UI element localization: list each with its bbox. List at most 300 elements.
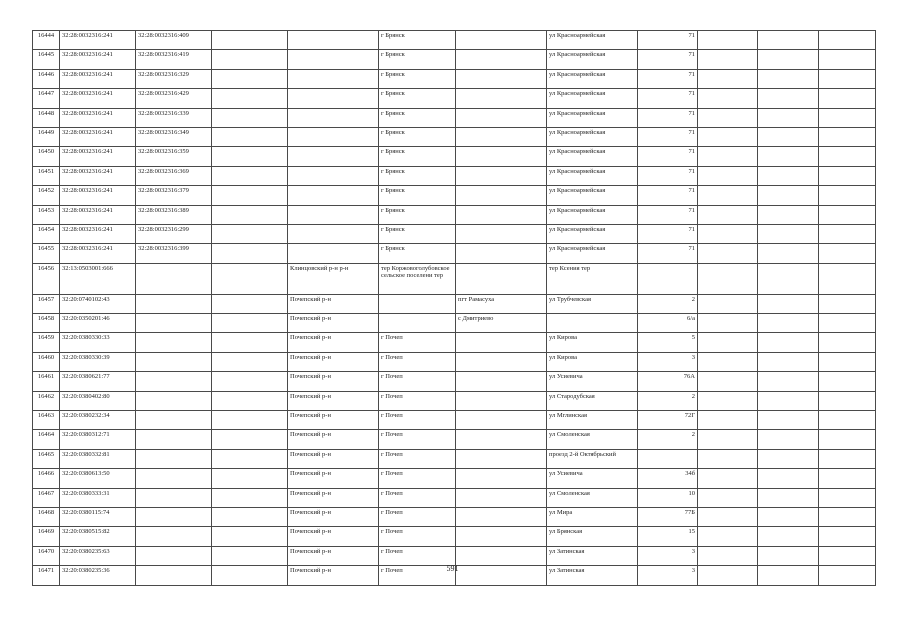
empty-cell bbox=[212, 352, 288, 371]
row-number-cell: 16470 bbox=[33, 546, 60, 565]
settlement-cell bbox=[456, 89, 547, 108]
empty-cell bbox=[758, 186, 819, 205]
building-number-cell: 71 bbox=[638, 127, 698, 146]
row-number-cell: 16463 bbox=[33, 411, 60, 430]
cadastral-number-cell: 32:20:0380312:71 bbox=[60, 430, 136, 449]
sub-cadastral-number-cell bbox=[136, 372, 212, 391]
sub-cadastral-number-cell bbox=[136, 449, 212, 468]
empty-cell bbox=[819, 546, 876, 565]
settlement-cell bbox=[456, 69, 547, 88]
city-cell: г Почеп bbox=[379, 566, 456, 585]
empty-cell bbox=[758, 469, 819, 488]
cadastral-number-cell: 32:20:0380330:33 bbox=[60, 333, 136, 352]
sub-cadastral-number-cell bbox=[136, 469, 212, 488]
table-row bbox=[33, 507, 876, 526]
table-row bbox=[33, 314, 876, 333]
city-cell: г Брянск bbox=[379, 166, 456, 185]
district-cell: Почепский р-н bbox=[288, 488, 379, 507]
street-cell: ул Красноармейская bbox=[547, 186, 638, 205]
cadastral-number-cell: 32:28:0032316:241 bbox=[60, 31, 136, 50]
street-cell: ул Мглинская bbox=[547, 411, 638, 430]
cadastral-number-cell: 32:20:0380235:63 bbox=[60, 546, 136, 565]
cadastral-number-cell: 32:20:0380515:82 bbox=[60, 527, 136, 546]
table-row bbox=[33, 372, 876, 391]
empty-cell bbox=[212, 205, 288, 224]
building-number-cell: 15 bbox=[638, 527, 698, 546]
building-number-cell: 71 bbox=[638, 50, 698, 69]
district-cell: Почепский р-н bbox=[288, 566, 379, 585]
empty-cell bbox=[758, 430, 819, 449]
empty-cell bbox=[819, 314, 876, 333]
empty-cell bbox=[758, 333, 819, 352]
sub-cadastral-number-cell: 32:28:0032316:429 bbox=[136, 89, 212, 108]
empty-cell bbox=[819, 186, 876, 205]
city-cell: тер Коржовоголубовское сельское поселени тер bbox=[379, 263, 456, 294]
cadastral-number-cell: 32:28:0032316:241 bbox=[60, 108, 136, 127]
table-body bbox=[33, 31, 876, 586]
settlement-cell bbox=[456, 205, 547, 224]
building-number-cell: 3 bbox=[638, 546, 698, 565]
sub-cadastral-number-cell: 32:28:0032316:399 bbox=[136, 244, 212, 263]
cadastral-number-cell: 32:20:0380115:74 bbox=[60, 507, 136, 526]
sub-cadastral-number-cell bbox=[136, 411, 212, 430]
empty-cell bbox=[819, 294, 876, 313]
city-cell: г Почеп bbox=[379, 352, 456, 371]
empty-cell bbox=[758, 31, 819, 50]
street-cell: ул Трубчевская bbox=[547, 294, 638, 313]
row-number-cell: 16450 bbox=[33, 147, 60, 166]
row-number-cell: 16460 bbox=[33, 352, 60, 371]
empty-cell bbox=[758, 507, 819, 526]
empty-cell bbox=[698, 50, 758, 69]
table-row bbox=[33, 108, 876, 127]
district-cell bbox=[288, 50, 379, 69]
empty-cell bbox=[698, 546, 758, 565]
table-row bbox=[33, 244, 876, 263]
building-number-cell: 71 bbox=[638, 224, 698, 243]
city-cell: г Почеп bbox=[379, 449, 456, 468]
district-cell: Почепский р-н bbox=[288, 507, 379, 526]
settlement-cell bbox=[456, 430, 547, 449]
settlement-cell bbox=[456, 50, 547, 69]
empty-cell bbox=[819, 224, 876, 243]
settlement-cell bbox=[456, 244, 547, 263]
empty-cell bbox=[698, 69, 758, 88]
sub-cadastral-number-cell: 32:28:0032316:339 bbox=[136, 108, 212, 127]
row-number-cell: 16458 bbox=[33, 314, 60, 333]
building-number-cell: 71 bbox=[638, 69, 698, 88]
district-cell bbox=[288, 147, 379, 166]
empty-cell bbox=[698, 127, 758, 146]
sub-cadastral-number-cell: 32:28:0032316:349 bbox=[136, 127, 212, 146]
sub-cadastral-number-cell: 32:28:0032316:379 bbox=[136, 186, 212, 205]
street-cell: ул Кирова bbox=[547, 352, 638, 371]
settlement-cell bbox=[456, 469, 547, 488]
city-cell: г Брянск bbox=[379, 89, 456, 108]
sub-cadastral-number-cell bbox=[136, 488, 212, 507]
building-number-cell: 77Б bbox=[638, 507, 698, 526]
sub-cadastral-number-cell: 32:28:0032316:359 bbox=[136, 147, 212, 166]
empty-cell bbox=[819, 147, 876, 166]
building-number-cell: 71 bbox=[638, 147, 698, 166]
city-cell: г Брянск bbox=[379, 205, 456, 224]
settlement-cell bbox=[456, 391, 547, 410]
row-number-cell: 16451 bbox=[33, 166, 60, 185]
empty-cell bbox=[698, 469, 758, 488]
empty-cell bbox=[698, 507, 758, 526]
empty-cell bbox=[758, 294, 819, 313]
table-row bbox=[33, 469, 876, 488]
empty-cell bbox=[819, 50, 876, 69]
empty-cell bbox=[819, 391, 876, 410]
district-cell: Почепский р-н bbox=[288, 546, 379, 565]
district-cell bbox=[288, 186, 379, 205]
empty-cell bbox=[212, 411, 288, 430]
empty-cell bbox=[698, 391, 758, 410]
empty-cell bbox=[819, 166, 876, 185]
cadastral-number-cell: 32:20:0380613:50 bbox=[60, 469, 136, 488]
street-cell: ул Красноармейская bbox=[547, 50, 638, 69]
empty-cell bbox=[758, 69, 819, 88]
empty-cell bbox=[758, 108, 819, 127]
building-number-cell: 2 bbox=[638, 294, 698, 313]
street-cell: ул Усиевича bbox=[547, 372, 638, 391]
street-cell: ул Смоленская bbox=[547, 430, 638, 449]
cadastral-number-cell: 32:20:0380332:81 bbox=[60, 449, 136, 468]
district-cell bbox=[288, 166, 379, 185]
empty-cell bbox=[819, 411, 876, 430]
empty-cell bbox=[698, 488, 758, 507]
settlement-cell bbox=[456, 372, 547, 391]
empty-cell bbox=[212, 333, 288, 352]
cadastral-number-cell: 32:20:0380235:36 bbox=[60, 566, 136, 585]
city-cell: г Брянск bbox=[379, 50, 456, 69]
empty-cell bbox=[698, 263, 758, 294]
row-number-cell: 16453 bbox=[33, 205, 60, 224]
empty-cell bbox=[212, 449, 288, 468]
empty-cell bbox=[698, 430, 758, 449]
cadastral-number-cell: 32:20:0350201:46 bbox=[60, 314, 136, 333]
row-number-cell: 16455 bbox=[33, 244, 60, 263]
row-number-cell: 16446 bbox=[33, 69, 60, 88]
settlement-cell bbox=[456, 449, 547, 468]
empty-cell bbox=[819, 108, 876, 127]
city-cell: г Брянск bbox=[379, 31, 456, 50]
row-number-cell: 16445 bbox=[33, 50, 60, 69]
table-row bbox=[33, 411, 876, 430]
empty-cell bbox=[698, 333, 758, 352]
empty-cell bbox=[758, 488, 819, 507]
table-row bbox=[33, 391, 876, 410]
empty-cell bbox=[212, 469, 288, 488]
table-row bbox=[33, 527, 876, 546]
cadastral-number-cell: 32:28:0032316:241 bbox=[60, 224, 136, 243]
settlement-cell bbox=[456, 166, 547, 185]
city-cell: г Почеп bbox=[379, 469, 456, 488]
row-number-cell: 16447 bbox=[33, 89, 60, 108]
table-row bbox=[33, 449, 876, 468]
street-cell: ул Красноармейская bbox=[547, 147, 638, 166]
empty-cell bbox=[758, 244, 819, 263]
empty-cell bbox=[758, 224, 819, 243]
empty-cell bbox=[758, 147, 819, 166]
row-number-cell: 16467 bbox=[33, 488, 60, 507]
page-number: 591 bbox=[446, 564, 459, 573]
row-number-cell: 16448 bbox=[33, 108, 60, 127]
empty-cell bbox=[758, 263, 819, 294]
building-number-cell: 10 bbox=[638, 488, 698, 507]
empty-cell bbox=[698, 449, 758, 468]
empty-cell bbox=[819, 372, 876, 391]
sub-cadastral-number-cell bbox=[136, 507, 212, 526]
empty-cell bbox=[698, 224, 758, 243]
street-cell: ул Усиевича bbox=[547, 469, 638, 488]
settlement-cell bbox=[456, 263, 547, 294]
city-cell: г Почеп bbox=[379, 546, 456, 565]
street-cell: ул Красноармейская bbox=[547, 89, 638, 108]
cadastral-number-cell: 32:28:0032316:241 bbox=[60, 205, 136, 224]
city-cell: г Почеп bbox=[379, 507, 456, 526]
sub-cadastral-number-cell: 32:28:0032316:389 bbox=[136, 205, 212, 224]
sub-cadastral-number-cell bbox=[136, 527, 212, 546]
building-number-cell: 71 bbox=[638, 89, 698, 108]
row-number-cell: 16461 bbox=[33, 372, 60, 391]
building-number-cell: 71 bbox=[638, 244, 698, 263]
building-number-cell bbox=[638, 449, 698, 468]
empty-cell bbox=[758, 449, 819, 468]
sub-cadastral-number-cell: 32:28:0032316:369 bbox=[136, 166, 212, 185]
empty-cell bbox=[758, 527, 819, 546]
empty-cell bbox=[758, 166, 819, 185]
building-number-cell: 5 bbox=[638, 333, 698, 352]
street-cell: ул Красноармейская bbox=[547, 205, 638, 224]
row-number-cell: 16456 bbox=[33, 263, 60, 294]
table-row bbox=[33, 430, 876, 449]
building-number-cell: 71 bbox=[638, 186, 698, 205]
building-number-cell: 72Г bbox=[638, 411, 698, 430]
empty-cell bbox=[212, 89, 288, 108]
empty-cell bbox=[819, 507, 876, 526]
sub-cadastral-number-cell: 32:28:0032316:409 bbox=[136, 31, 212, 50]
table-row bbox=[33, 224, 876, 243]
settlement-cell bbox=[456, 488, 547, 507]
district-cell: Почепский р-н bbox=[288, 527, 379, 546]
row-number-cell: 16464 bbox=[33, 430, 60, 449]
settlement-cell bbox=[456, 108, 547, 127]
street-cell: ул Красноармейская bbox=[547, 244, 638, 263]
settlement-cell bbox=[456, 333, 547, 352]
empty-cell bbox=[212, 263, 288, 294]
sub-cadastral-number-cell bbox=[136, 294, 212, 313]
building-number-cell: 3 bbox=[638, 352, 698, 371]
district-cell: Почепский р-н bbox=[288, 411, 379, 430]
street-cell: ул Затинская bbox=[547, 546, 638, 565]
street-cell: ул Смоленская bbox=[547, 488, 638, 507]
table-row bbox=[33, 69, 876, 88]
empty-cell bbox=[819, 430, 876, 449]
registry-table bbox=[32, 30, 876, 586]
empty-cell bbox=[698, 372, 758, 391]
empty-cell bbox=[819, 89, 876, 108]
cadastral-number-cell: 32:28:0032316:241 bbox=[60, 50, 136, 69]
empty-cell bbox=[698, 294, 758, 313]
street-cell bbox=[547, 314, 638, 333]
empty-cell bbox=[212, 527, 288, 546]
row-number-cell: 16466 bbox=[33, 469, 60, 488]
empty-cell bbox=[212, 147, 288, 166]
settlement-cell bbox=[456, 546, 547, 565]
table-row bbox=[33, 166, 876, 185]
building-number-cell: 2 bbox=[638, 430, 698, 449]
street-cell: ул Мира bbox=[547, 507, 638, 526]
street-cell: ул Красноармейская bbox=[547, 224, 638, 243]
empty-cell bbox=[212, 314, 288, 333]
building-number-cell: 76А bbox=[638, 372, 698, 391]
district-cell bbox=[288, 31, 379, 50]
district-cell bbox=[288, 205, 379, 224]
settlement-cell bbox=[456, 31, 547, 50]
city-cell: г Почеп bbox=[379, 372, 456, 391]
district-cell: Почепский р-н bbox=[288, 294, 379, 313]
settlement-cell bbox=[456, 507, 547, 526]
empty-cell bbox=[212, 166, 288, 185]
sub-cadastral-number-cell bbox=[136, 314, 212, 333]
empty-cell bbox=[698, 244, 758, 263]
row-number-cell: 16459 bbox=[33, 333, 60, 352]
empty-cell bbox=[819, 352, 876, 371]
empty-cell bbox=[212, 186, 288, 205]
city-cell: г Брянск bbox=[379, 127, 456, 146]
empty-cell bbox=[212, 50, 288, 69]
table-row bbox=[33, 147, 876, 166]
district-cell: Почепский р-н bbox=[288, 430, 379, 449]
empty-cell bbox=[698, 147, 758, 166]
empty-cell bbox=[698, 166, 758, 185]
empty-cell bbox=[212, 294, 288, 313]
row-number-cell: 16449 bbox=[33, 127, 60, 146]
city-cell: г Брянск bbox=[379, 69, 456, 88]
empty-cell bbox=[819, 69, 876, 88]
empty-cell bbox=[758, 411, 819, 430]
row-number-cell: 16462 bbox=[33, 391, 60, 410]
table-row bbox=[33, 263, 876, 294]
empty-cell bbox=[212, 224, 288, 243]
city-cell: г Брянск bbox=[379, 147, 456, 166]
row-number-cell: 16444 bbox=[33, 31, 60, 50]
empty-cell bbox=[819, 488, 876, 507]
cadastral-number-cell: 32:20:0380402:80 bbox=[60, 391, 136, 410]
district-cell: Почепский р-н bbox=[288, 333, 379, 352]
settlement-cell: пгт Рамасуха bbox=[456, 294, 547, 313]
street-cell: ул Брянская bbox=[547, 527, 638, 546]
empty-cell bbox=[698, 352, 758, 371]
empty-cell bbox=[758, 546, 819, 565]
building-number-cell bbox=[638, 263, 698, 294]
cadastral-number-cell: 32:28:0032316:241 bbox=[60, 186, 136, 205]
building-number-cell: 71 bbox=[638, 205, 698, 224]
district-cell: Клинцовский р-н р-н bbox=[288, 263, 379, 294]
city-cell: г Почеп bbox=[379, 391, 456, 410]
settlement-cell bbox=[456, 224, 547, 243]
street-cell: ул Красноармейская bbox=[547, 127, 638, 146]
building-number-cell: 71 bbox=[638, 166, 698, 185]
row-number-cell: 16454 bbox=[33, 224, 60, 243]
cadastral-number-cell: 32:28:0032316:241 bbox=[60, 89, 136, 108]
sub-cadastral-number-cell: 32:28:0032316:419 bbox=[136, 50, 212, 69]
sub-cadastral-number-cell bbox=[136, 333, 212, 352]
street-cell: ул Красноармейская bbox=[547, 31, 638, 50]
empty-cell bbox=[212, 430, 288, 449]
cadastral-number-cell: 32:28:0032316:241 bbox=[60, 244, 136, 263]
empty-cell bbox=[698, 108, 758, 127]
sub-cadastral-number-cell bbox=[136, 263, 212, 294]
empty-cell bbox=[819, 263, 876, 294]
district-cell: Почепский р-н bbox=[288, 469, 379, 488]
empty-cell bbox=[819, 31, 876, 50]
district-cell bbox=[288, 127, 379, 146]
empty-cell bbox=[819, 449, 876, 468]
settlement-cell bbox=[456, 527, 547, 546]
cadastral-number-cell: 32:28:0032316:241 bbox=[60, 166, 136, 185]
street-cell: ул Затинская bbox=[547, 566, 638, 585]
row-number-cell: 16457 bbox=[33, 294, 60, 313]
settlement-cell bbox=[456, 186, 547, 205]
table-row bbox=[33, 352, 876, 371]
sub-cadastral-number-cell: 32:28:0032316:329 bbox=[136, 69, 212, 88]
street-cell: проезд 2-й Октябрьский bbox=[547, 449, 638, 468]
cadastral-number-cell: 32:28:0032316:241 bbox=[60, 147, 136, 166]
sub-cadastral-number-cell bbox=[136, 391, 212, 410]
street-cell: ул Стародубская bbox=[547, 391, 638, 410]
table-row bbox=[33, 488, 876, 507]
empty-cell bbox=[758, 391, 819, 410]
empty-cell bbox=[212, 488, 288, 507]
empty-cell bbox=[698, 31, 758, 50]
empty-cell bbox=[698, 205, 758, 224]
district-cell: Почепский р-н bbox=[288, 449, 379, 468]
empty-cell bbox=[212, 244, 288, 263]
city-cell bbox=[379, 314, 456, 333]
district-cell bbox=[288, 108, 379, 127]
city-cell: г Брянск bbox=[379, 244, 456, 263]
city-cell: г Почеп bbox=[379, 411, 456, 430]
cadastral-number-cell: 32:20:0380232:34 bbox=[60, 411, 136, 430]
empty-cell bbox=[758, 314, 819, 333]
empty-cell bbox=[758, 205, 819, 224]
empty-cell bbox=[819, 127, 876, 146]
city-cell: г Почеп bbox=[379, 527, 456, 546]
empty-cell bbox=[212, 507, 288, 526]
district-cell bbox=[288, 69, 379, 88]
cadastral-number-cell: 32:20:0380333:31 bbox=[60, 488, 136, 507]
sub-cadastral-number-cell bbox=[136, 430, 212, 449]
row-number-cell: 16471 bbox=[33, 566, 60, 585]
district-cell: Почепский р-н bbox=[288, 372, 379, 391]
city-cell: г Брянск bbox=[379, 224, 456, 243]
empty-cell bbox=[698, 527, 758, 546]
cadastral-number-cell: 32:28:0032316:241 bbox=[60, 127, 136, 146]
street-cell: ул Красноармейская bbox=[547, 108, 638, 127]
building-number-cell: 2 bbox=[638, 391, 698, 410]
sub-cadastral-number-cell bbox=[136, 352, 212, 371]
row-number-cell: 16468 bbox=[33, 507, 60, 526]
cadastral-number-cell: 32:13:0503001:666 bbox=[60, 263, 136, 294]
sub-cadastral-number-cell: 32:28:0032316:299 bbox=[136, 224, 212, 243]
empty-cell bbox=[212, 31, 288, 50]
empty-cell bbox=[212, 372, 288, 391]
empty-cell bbox=[758, 127, 819, 146]
district-cell: Почепский р-н bbox=[288, 352, 379, 371]
